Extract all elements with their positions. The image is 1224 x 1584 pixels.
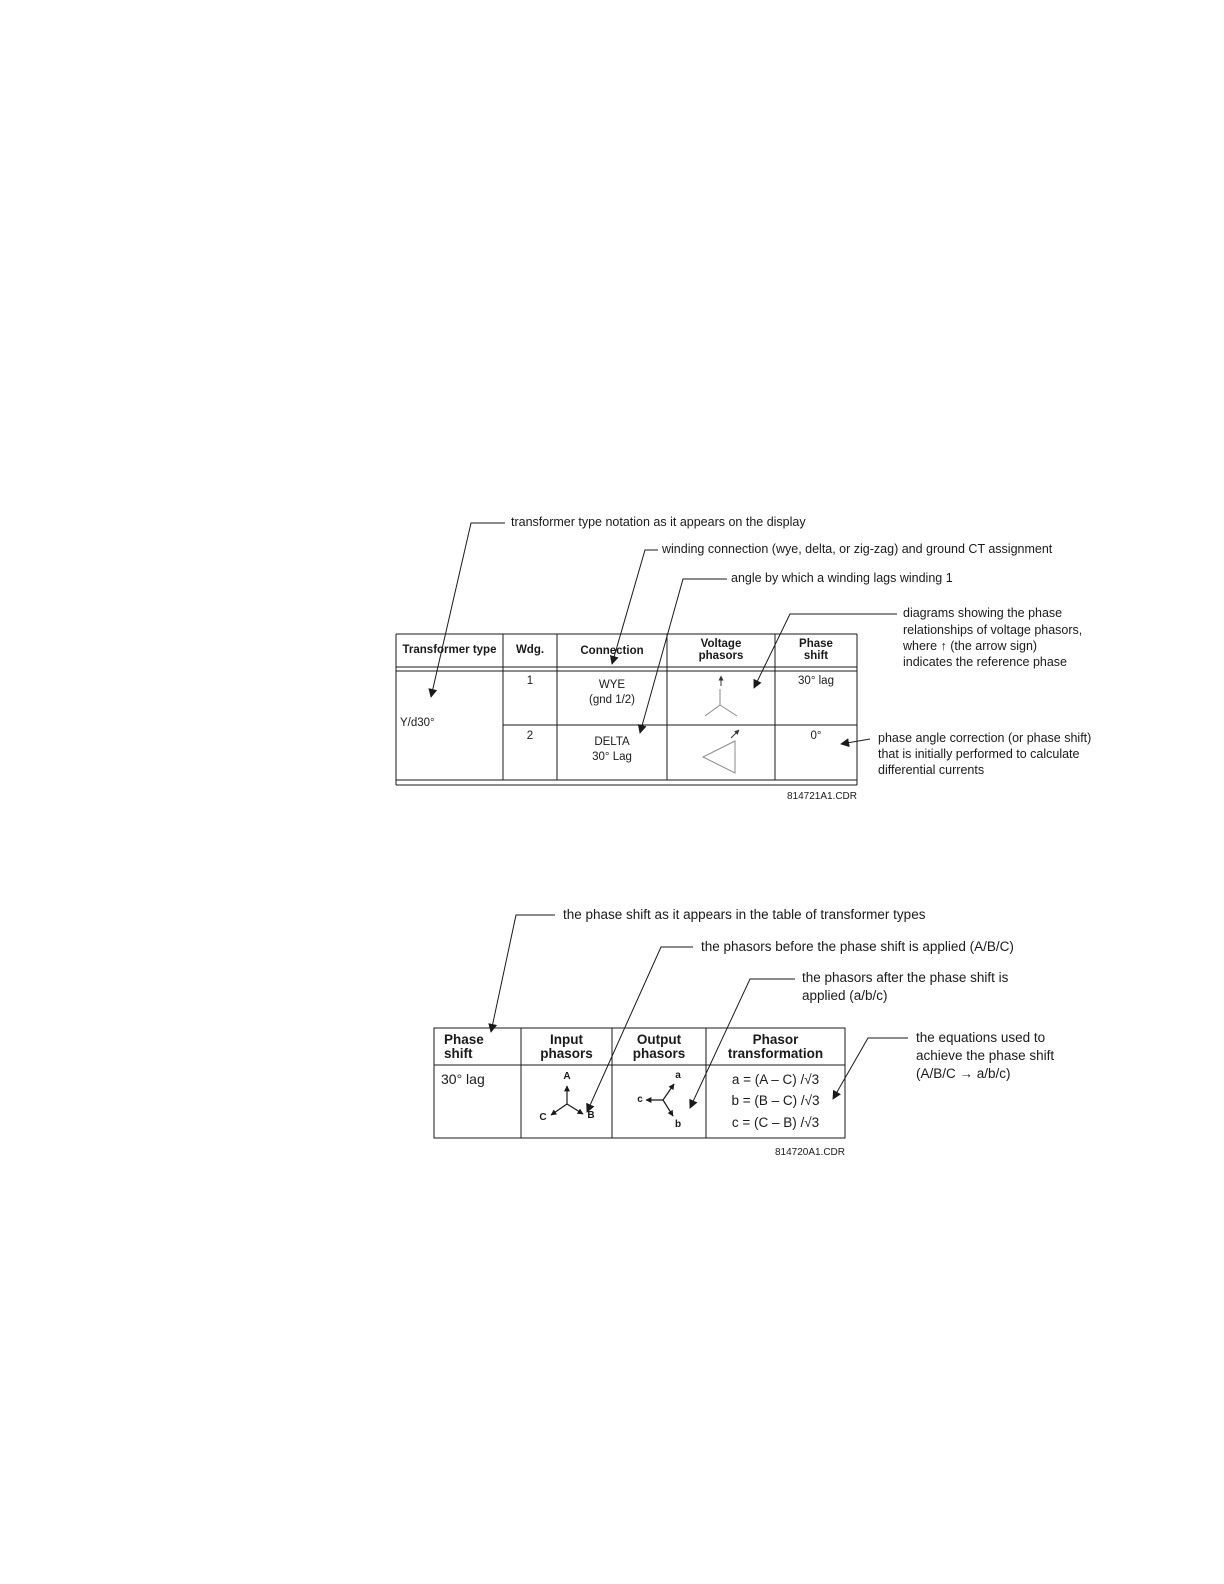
callout-phase-correction-line: differential currents (878, 763, 985, 777)
header-output-phasors: Output (636, 1032, 682, 1047)
cell-winding: 2 (526, 730, 534, 742)
header-voltage-phasors: Voltage (700, 638, 742, 650)
callout-lag-angle: angle by which a winding lags winding 1 (731, 571, 953, 585)
header-connection: Connection (580, 645, 644, 657)
header-input-phasors: phasors (540, 1046, 593, 1061)
output-phasor-label-a: a (675, 1070, 681, 1081)
callout-voltage-phasors-line: relationships of voltage phasors, (903, 623, 1083, 637)
equation-c: c = (C – B) /√3 (731, 1115, 820, 1130)
header-phase-shift: Phase (444, 1032, 484, 1047)
callout-voltage-phasors-line: where ↑ (the arrow sign) (903, 639, 1038, 653)
cell-winding: 1 (526, 675, 534, 687)
leader-phase-shift (491, 915, 555, 1032)
output-phasor-label-b: b (674, 1119, 682, 1130)
callout-output-phasors-line: applied (a/b/c) (802, 988, 888, 1003)
callout-phase-correction-line: that is initially performed to calculate (878, 747, 1080, 761)
output-phasor-a-arrow (663, 1084, 674, 1100)
cell-connection: (gnd 1/2) (588, 694, 636, 706)
header-phasor-transformation: transformation (727, 1046, 824, 1061)
wye-phasor-c (720, 705, 737, 716)
callout-output-phasors-line: the phasors after the phase shift is (802, 970, 1009, 985)
callout-equations-line: (A/B/C → a/b/c) (916, 1066, 1011, 1081)
callout-winding-connection: winding connection (wye, delta, or zig-zag) and ground CT assignment (662, 542, 1053, 556)
header-phasor-transformation: Phasor (752, 1032, 799, 1047)
callout-voltage-phasors-line: diagrams showing the phase (903, 606, 1063, 620)
callout-voltage-phasors-line: indicates the reference phase (903, 655, 1067, 669)
cell-phase-shift: 30° lag (441, 1071, 485, 1087)
wye-phasor-b (705, 705, 720, 716)
equation-b: b = (B – C) /√3 (731, 1093, 820, 1108)
delta-reference-arrow (731, 730, 739, 738)
callout-input-phasors: the phasors before the phase shift is applied (A/B/C) (701, 939, 1014, 954)
header-transformer-type: Transformer type (402, 644, 497, 656)
header-winding: Wdg. (515, 644, 545, 656)
header-input-phasors: Input (550, 1032, 583, 1047)
equation-a: a = (A – C) /√3 (731, 1072, 820, 1087)
callout-transformer-type: transformer type notation as it appears on the display (511, 515, 806, 529)
delta-phasor-triangle (703, 741, 735, 773)
input-phasor-label-b: B (587, 1110, 595, 1121)
output-phasor-label-c: c (637, 1094, 643, 1105)
figure-file-name: 814721A1.CDR (786, 791, 857, 802)
header-voltage-phasors: phasors (698, 650, 744, 662)
callout-phase-shift: the phase shift as it appears in the table of transformer types (563, 907, 926, 922)
callout-equations-line: achieve the phase shift (916, 1048, 1055, 1063)
header-phase-shift: shift (803, 650, 829, 662)
cell-connection: WYE (598, 679, 626, 691)
cell-transformer-type: Y/d30° (400, 717, 435, 729)
callout-phase-correction-line: phase angle correction (or phase shift) (878, 731, 1092, 745)
input-phasor-b-arrow (567, 1104, 583, 1114)
output-phasor-b-arrow (663, 1100, 673, 1116)
cell-phase-shift: 30° lag (798, 675, 834, 687)
input-phasor-c-arrow (551, 1104, 567, 1115)
cell-phase-shift: 0° (810, 730, 822, 742)
input-phasor-label-a: A (563, 1071, 571, 1082)
cell-connection: 30° Lag (592, 751, 632, 763)
cell-connection: DELTA (594, 736, 630, 748)
header-output-phasors: phasors (632, 1046, 686, 1061)
callout-equations-line: the equations used to (916, 1030, 1046, 1045)
header-phase-shift: Phase (799, 638, 833, 650)
header-phase-shift: shift (444, 1046, 473, 1061)
figure-file-name: 814720A1.CDR (774, 1147, 845, 1158)
input-phasor-label-c: C (539, 1112, 547, 1123)
leader-input-phasors (587, 947, 693, 1112)
